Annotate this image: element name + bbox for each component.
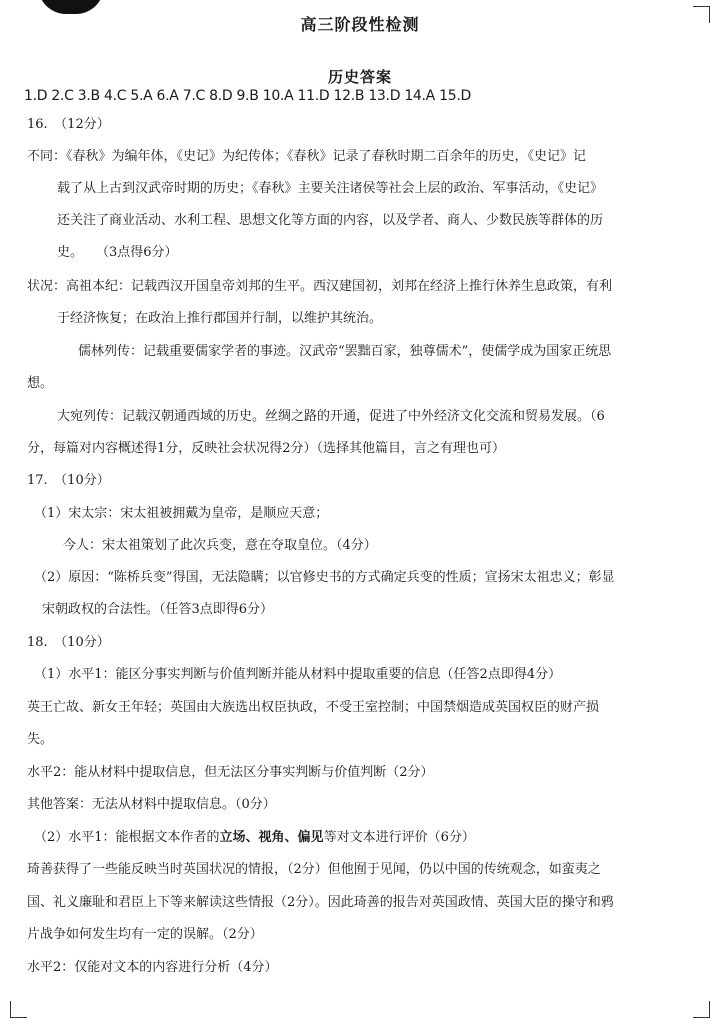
q17-part2-line-2: 宋朝政权的合法性。（任答3点即得6分） <box>42 602 274 617</box>
q18-part1-answer-line-2: 失。 <box>27 732 54 747</box>
multiple-choice-answer-key: 1.D 2.C 3.B 4.C 5.A 6.A 7.C 8.D 9.B 10.A 11.D 12.B 13.D 14.A 15.D <box>24 88 471 104</box>
q18-part2-answer-line-1: 琦善获得了一些能反映当时英国状况的情报，（2分）但他囿于见闻，仍以中国的传统观念，如蛮夷之 <box>27 862 601 877</box>
q18-part2-answer-line-2: 国、礼义廉耻和君臣上下等来解读这些情报（2分）。因此琦善的报告对英国政情、英国大臣的操守和鸦 <box>27 895 614 910</box>
q18-part1-level1: （1）水平1：能区分事实判断与价值判断并能从材料中提取重要的信息（任答2点即得4分） <box>34 667 562 682</box>
q17-part1-line-2: 今人：宋太祖策划了此次兵变，意在夺取皇位。（4分） <box>63 538 377 553</box>
q18-header: 18. （10分） <box>27 635 110 650</box>
q16-header: 16. （12分） <box>27 117 110 132</box>
q18-part1-level2: 水平2：能从材料中提取信息，但无法区分事实判断与价值判断（2分） <box>27 765 434 780</box>
q17-header: 17. （10分） <box>27 473 110 488</box>
q16-dayuan-line-2: 分，每篇对内容概述得1分，反映社会状况得2分）（选择其他篇目，言之有理也可） <box>27 441 506 456</box>
page-subtitle: 历史答案 <box>327 68 392 86</box>
q16-difference-line-4: 史。 （3点得6分） <box>57 245 178 260</box>
q17-part2-line-1: （2）原因：“陈桥兵变”得国，无法隐瞒；以官修史书的方式确定兵变的性质；宣扬宋太祖忠义；彰显 <box>34 570 615 585</box>
q18-part2-level1-emphasis: 立场、视角、偏见 <box>219 830 324 845</box>
q16-dayuan-line-1: 大宛列传：记载汉朝通西域的历史。丝绸之路的开通，促进了中外经济文化交流和贸易发展。（6 <box>57 409 605 424</box>
q17-part1-line-1: （1）宋太宗：宋太祖被拥戴为皇帝，是顺应天意； <box>34 506 329 521</box>
q16-difference-line-1: 不同：《春秋》为编年体，《史记》为纪传体；《春秋》记录了春秋时期二百余年的历史，《史记》记 <box>27 149 587 164</box>
crop-mark-bottom-left <box>10 1001 27 1018</box>
page-title: 高三阶段性检测 <box>300 15 420 34</box>
q16-difference-line-3: 还关注了商业活动、水利工程、思想文化等方面的内容，以及学者、商人、少数民族等群体的历 <box>57 213 604 228</box>
crop-mark-bottom-right <box>693 1001 710 1018</box>
q18-part2-level1-prefix: （2）水平1：能根据文本作者的 <box>34 830 220 845</box>
q16-rulin-line-1: 儒林列传：记载重要儒家学者的事迹。汉武帝“罢黜百家，独尊儒术”，使儒学成为国家正统思 <box>78 344 612 359</box>
q16-rulin-line-2: 想。 <box>27 376 54 391</box>
q18-part2-level1-suffix: 等对文本进行评价（6分） <box>323 830 475 845</box>
q18-part2-level1 <box>34 829 475 847</box>
q16-status-line-1: 状况：高祖本纪：记载西汉开国皇帝刘邦的生平。西汉建国初，刘邦在经济上推行休养生息政策，有利 <box>27 279 613 294</box>
q18-part1-other: 其他答案：无法从材料中提取信息。（0分） <box>27 797 276 812</box>
q16-status-line-2: 于经济恢复；在政治上推行郡国并行制，以维护其统治。 <box>57 311 383 326</box>
q18-part1-answer-line-1: 英王亡故、新女王年轻；英国由大族选出权臣执政，不受王室控制；中国禁烟造成英国权臣的财产损 <box>27 700 600 715</box>
q18-part2-answer-line-3: 片战争如何发生均有一定的误解。（2分） <box>27 927 263 942</box>
q16-difference-line-2: 载了从上古到汉武帝时期的历史；《春秋》主要关注诸侯等社会上层的政治、军事活动，《史记》 <box>57 181 604 196</box>
q18-part2-level2: 水平2：仅能对文本的内容进行分析（4分） <box>27 960 278 975</box>
